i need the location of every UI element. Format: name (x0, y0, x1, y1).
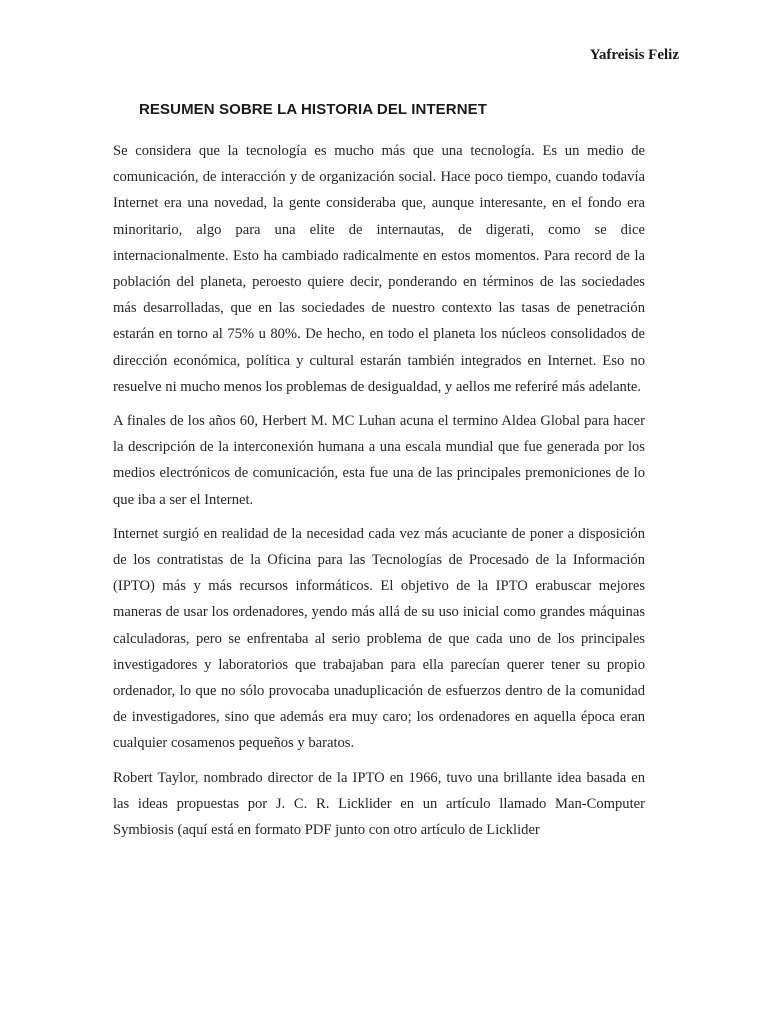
paragraph-4: Robert Taylor, nombrado director de la IPTO en 1966, tuvo una brillante idea basada en las ideas propuestas por J. C. R. Licklider en un artículo llamado Man-Computer Symbiosis (aquí está en formato PDF junto con otro artículo de Licklider (113, 769, 645, 839)
author-name: Yafreisis Feliz (589, 47, 679, 63)
document-body (113, 138, 645, 851)
paragraph-3: Internet surgió en realidad de la necesidad cada vez más acuciante de poner a disposición de los contratistas de la Oficina para las Tecnologías de Procesado de la Información (IPTO) más y más recursos informáticos. El objetivo de la IPTO erabuscar mejores maneras de usar los ordenadores, yendo más allá de su uso inicial como grandes máquinas calculadoras, pero se enfrentaba al serio problema de que cada uno de los principales investigadores y laboratorios que trabajaban para ella parecían querer tener su propio ordenador, lo que no sólo provocaba unaduplicación de esfuerzos dentro de la comunidad de investigadores, sino que además era muy caro; los ordenadores en aquella época eran cualquier cosamenos pequeños y baratos. (113, 525, 645, 752)
paragraph-2: A finales de los años 60, Herbert M. MC Luhan acuna el termino Aldea Global para hacer la descripción de la interconexión humana a una escala mundial que fue generada por los medios electrónicos de comunicación, esta fue una de las principales premoniciones de lo que iba a ser el Internet. (113, 413, 645, 508)
paragraph-1: Se considera que la tecnología es mucho más que una tecnología. Es un medio de comunicación, de interacción y de organización social. Hace poco tiempo, cuando todavía Internet era una novedad, la gente consideraba que, aunque interesante, en el fondo era minoritario, algo para una elite de internautas, de digerati, como se dice internacionalmente. Esto ha cambiado radicalmente en estos momentos. Para record de la población del planeta, peroesto quiere decir, ponderando en términos de las sociedades más desarrolladas, que en las sociedades de nuestro contexto las tasas de penetración estarán en torno al 75% u 80%. De hecho, en todo el planeta los núcleos consolidados de dirección económica, política y cultural estarán también integrados en Internet. Eso no resuelve ni mucho menos los problemas de desigualdad, y aellos me referiré más adelante. (113, 143, 645, 395)
document-title: RESUMEN SOBRE LA HISTORIA DEL INTERNET (139, 101, 487, 118)
